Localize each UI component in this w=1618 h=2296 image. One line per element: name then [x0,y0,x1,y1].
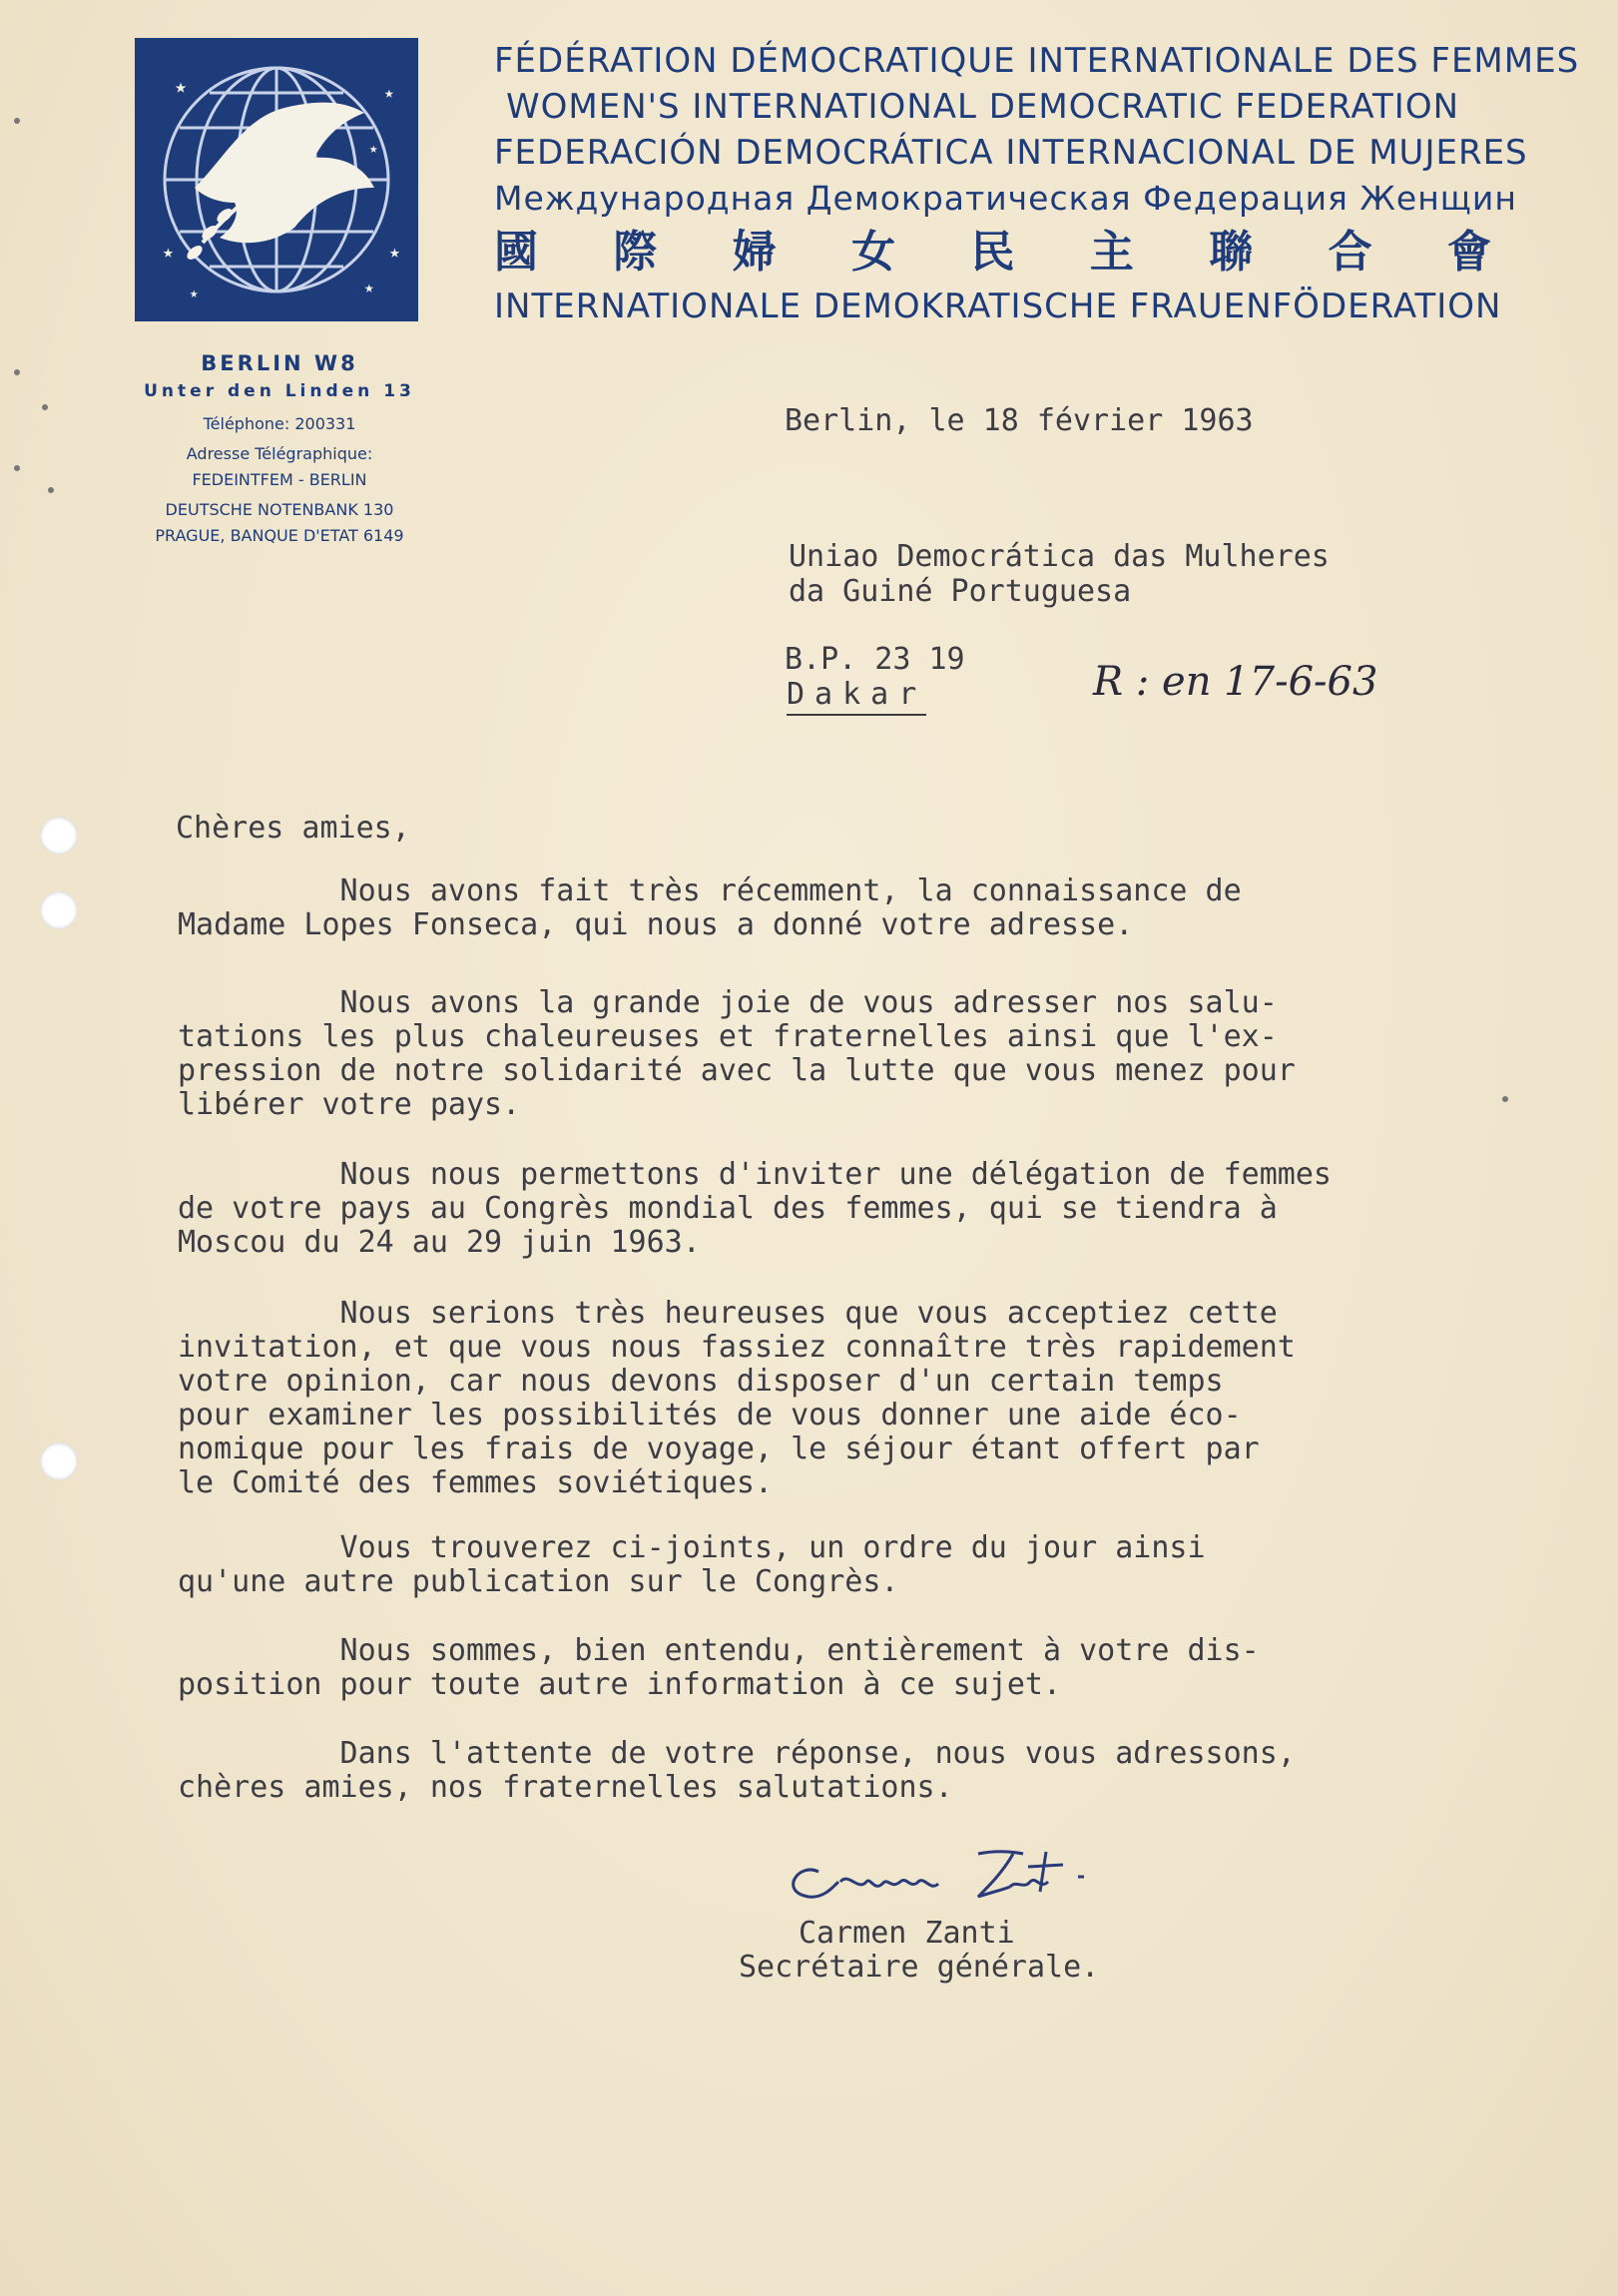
chinese-char: 合 [1328,227,1373,278]
body-paragraph [178,1737,1296,1805]
letterhead-chinese [494,222,1492,284]
paragraph-line: Nous avons fait très récemment, la connaissance de [178,873,1242,908]
svg-text:★: ★ [369,141,378,157]
letterhead [494,38,1580,329]
body-paragraph [178,1634,1260,1702]
address-bank-2: PRAGUE, BANQUE D'ETAT 6149 [155,526,404,545]
paragraph-line: invitation, et que vous nous fassiez connaître très rapidement [178,1330,1296,1365]
recipient-block [789,539,1330,609]
sender-address [130,351,429,549]
paragraph-line: tations les plus chaleureuses et fraternelles ainsi que l'ex- [178,1019,1278,1054]
chinese-char: 女 [851,227,897,278]
address-phone: Téléphone: 200331 [203,414,356,433]
paper-speck [42,404,48,410]
letter-date: Berlin, le 18 février 1963 [785,403,1254,438]
recipient-po-box: B.P. 23 19 [785,642,965,677]
recipient-city: Dakar [787,677,926,716]
paragraph-line: Vous trouverez ci-joints, un ordre du jour ainsi [178,1530,1206,1565]
paragraph-line: pour examiner les possibilités de vous donner une aide éco- [178,1398,1242,1433]
chinese-char: 際 [613,227,659,278]
paragraph-line: le Comité des femmes soviétiques. [178,1465,774,1500]
address-city: BERLIN W8 [201,351,358,375]
punch-hole [40,891,78,929]
salutation: Chères amies, [176,811,410,846]
chinese-char: 國 [494,227,539,278]
handwritten-signature [779,1832,1158,1912]
paragraph-line: Nous avons la grande joie de vous adresser nos salu- [178,985,1278,1020]
paragraph-line: Nous nous permettons d'inviter une délégation de femmes [178,1157,1332,1192]
punch-hole [40,817,78,855]
signer-title: Secrétaire générale. [739,1950,1100,1985]
letterhead-russian: Международная Демократическая Федерация Женщин [494,179,1517,218]
paragraph-line: Madame Lopes Fonseca, qui nous a donné votre adresse. [178,907,1134,942]
signer-name: Carmen Zanti [799,1916,1015,1951]
paragraph-line: de votre pays au Congrès mondial des femmes, qui se tiendra à [178,1191,1278,1226]
paragraph-line: pression de notre solidarité avec la lutte que vous menez pour [178,1053,1296,1088]
letterhead-french: FÉDÉRATION DÉMOCRATIQUE INTERNATIONALE DES FEMMES [494,41,1580,81]
recipient-line: Uniao Democrática das Mulheres [789,539,1330,574]
paragraph-line: Nous serions très heureuses que vous acceptiez cette [178,1296,1278,1331]
paragraph-line: position pour toute autre information à ce sujet. [178,1667,1062,1702]
svg-text:★: ★ [384,83,394,102]
address-telegraph-label: Adresse Télégraphique: [186,444,373,463]
punch-hole [40,1442,78,1480]
globe-dove-logo [135,38,418,321]
paper-speck [14,118,20,124]
paper-speck [1502,1096,1508,1102]
paragraph-line: nomique pour les frais de voyage, le séjour étant offert par [178,1432,1260,1466]
recipient-line: da Guiné Portuguesa [789,574,1132,609]
chinese-char: 聯 [1209,227,1255,278]
svg-text:★: ★ [163,242,174,263]
paragraph-line: qu'une autre publication sur le Congrès. [178,1564,899,1599]
paragraph-line: libérer votre pays. [178,1087,521,1122]
letterhead-spanish: FEDERACIÓN DEMOCRÁTICA INTERNACIONAL DE MUJERES [494,133,1528,173]
address-bank-1: DEUTSCHE NOTENBANK 130 [165,500,394,519]
chinese-char: 婦 [732,227,778,278]
paragraph-line: chères amies, nos fraternelles salutations. [178,1770,953,1805]
body-paragraph [178,1297,1296,1500]
paragraph-line: Nous sommes, bien entendu, entièrement à votre dis- [178,1633,1260,1668]
letterhead-german: INTERNATIONALE DEMOKRATISCHE FRAUENFÖDERATION [494,287,1502,326]
svg-text:★: ★ [190,286,199,301]
paragraph-line: votre opinion, car nous devons disposer d'un certain temps [178,1364,1224,1399]
svg-text:★: ★ [389,242,400,263]
paper-speck [14,369,20,375]
body-paragraph [178,1531,1206,1599]
chinese-char: 主 [1089,227,1135,278]
paragraph-line: Moscou du 24 au 29 juin 1963. [178,1225,701,1260]
letterhead-english: WOMEN'S INTERNATIONAL DEMOCRATIC FEDERATION [506,87,1460,127]
handwritten-reply-note: R : en 17-6-63 [1093,659,1378,705]
body-paragraph [178,874,1242,942]
chinese-char: 民 [970,227,1016,278]
paper-speck [14,465,20,471]
address-street: Unter den Linden 13 [144,381,415,401]
paragraph-line: Dans l'attente de votre réponse, nous vous adressons, [178,1736,1296,1771]
svg-text:★: ★ [175,74,188,98]
chinese-char: 會 [1447,227,1492,278]
body-paragraph [178,1158,1332,1260]
svg-text:★: ★ [364,278,374,296]
paper-speck [48,487,54,493]
body-paragraph [178,986,1296,1122]
address-telegraph: FEDEINTFEM - BERLIN [192,470,367,489]
